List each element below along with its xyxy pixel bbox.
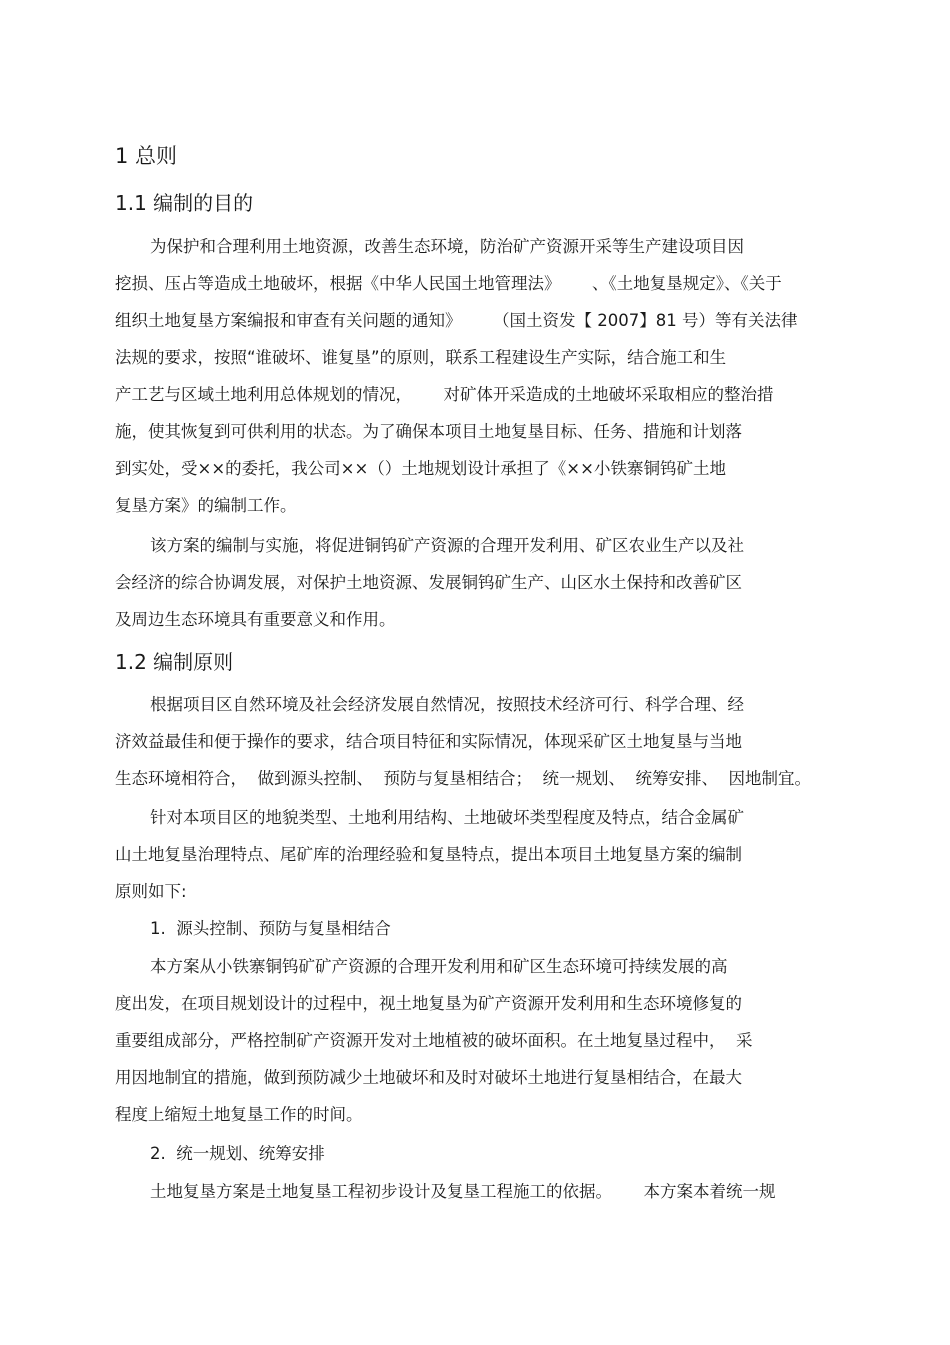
paragraph-line: 到实处，受××的委托，我公司××（）土地规划设计承担了《××小铁寨铜钨矿土地 <box>115 459 726 478</box>
section-heading-1-1: 1.1 编制的目的 <box>115 191 254 215</box>
paragraph-line: 针对本项目区的地貌类型、土地利用结构、土地破坏类型程度及特点，结合金属矿 <box>150 808 744 827</box>
paragraph-line: 度出发，在项目规划设计的过程中，视土地复垦为矿产资源开发利用和生态环境修复的 <box>115 994 742 1013</box>
paragraph-line: 原则如下: <box>115 882 187 901</box>
chapter-heading: 1 总则 <box>115 144 178 168</box>
paragraph-line: 本方案从小铁寨铜钨矿矿产资源的合理开发利用和矿区生态环境可持续发展的高 <box>150 957 728 976</box>
paragraph-line: 根据项目区自然环境及社会经济发展自然情况，按照技术经济可行、科学合理、经 <box>150 695 744 714</box>
paragraph-line: 复垦方案》的编制工作。 <box>115 496 297 515</box>
paragraph-line: 土地复垦方案是土地复垦工程初步设计及复垦工程施工的依据。 本方案本着统一规 <box>150 1182 776 1201</box>
paragraph-line: 该方案的编制与实施，将促进铜钨矿产资源的合理开发利用、矿区农业生产以及社 <box>150 536 744 555</box>
paragraph-line: 济效益最佳和便于操作的要求，结合项目特征和实际情况，体现采矿区土地复垦与当地 <box>115 732 742 751</box>
paragraph-line: 程度上缩短土地复垦工作的时间。 <box>115 1105 363 1124</box>
paragraph-line: 用因地制宜的措施，做到预防减少土地破坏和及时对破坏土地进行复垦相结合，在最大 <box>115 1068 742 1087</box>
paragraph-line: 重要组成部分，严格控制矿产资源开发对土地植被的破坏面积。在土地复垦过程中， 采 <box>115 1031 753 1050</box>
section-heading-1-2: 1.2 编制原则 <box>115 650 234 674</box>
paragraph-line: 会经济的综合协调发展，对保护土地资源、发展铜钨矿生产、山区水土保持和改善矿区 <box>115 573 742 592</box>
list-item-title: 1. 源头控制、预防与复垦相结合 <box>150 919 391 938</box>
paragraph-line: 生态环境相符合， 做到源头控制、 预防与复垦相结合； 统一规划、 统筹安排、 因地制宜。 <box>115 769 811 788</box>
paragraph-line: 为保护和合理利用土地资源，改善生态环境，防治矿产资源开采等生产建设项目因 <box>150 237 744 256</box>
list-item-title: 2. 统一规划、统筹安排 <box>150 1144 325 1163</box>
paragraph-line: 法规的要求，按照“谁破坏、谁复垦”的原则，联系工程建设生产实际，结合施工和生 <box>115 348 727 367</box>
paragraph-line: 挖损、压占等造成土地破坏，根据《中华人民国土地管理法》 、《土地复垦规定》、《关于 <box>115 274 782 293</box>
paragraph-line: 及周边生态环境具有重要意义和作用。 <box>115 610 396 629</box>
paragraph-line: 山土地复垦治理特点、尾矿库的治理经验和复垦特点，提出本项目土地复垦方案的编制 <box>115 845 742 864</box>
paragraph-line: 组织土地复垦方案编报和审查有关问题的通知》 （国土资发【 2007】81 号）等有关法律 <box>115 311 798 330</box>
paragraph-line: 产工艺与区域土地利用总体规划的情况， 对矿体开采造成的土地破坏采取相应的整治措 <box>115 385 774 404</box>
paragraph-line: 施，使其恢复到可供利用的状态。为了确保本项目土地复垦目标、任务、措施和计划落 <box>115 422 742 441</box>
